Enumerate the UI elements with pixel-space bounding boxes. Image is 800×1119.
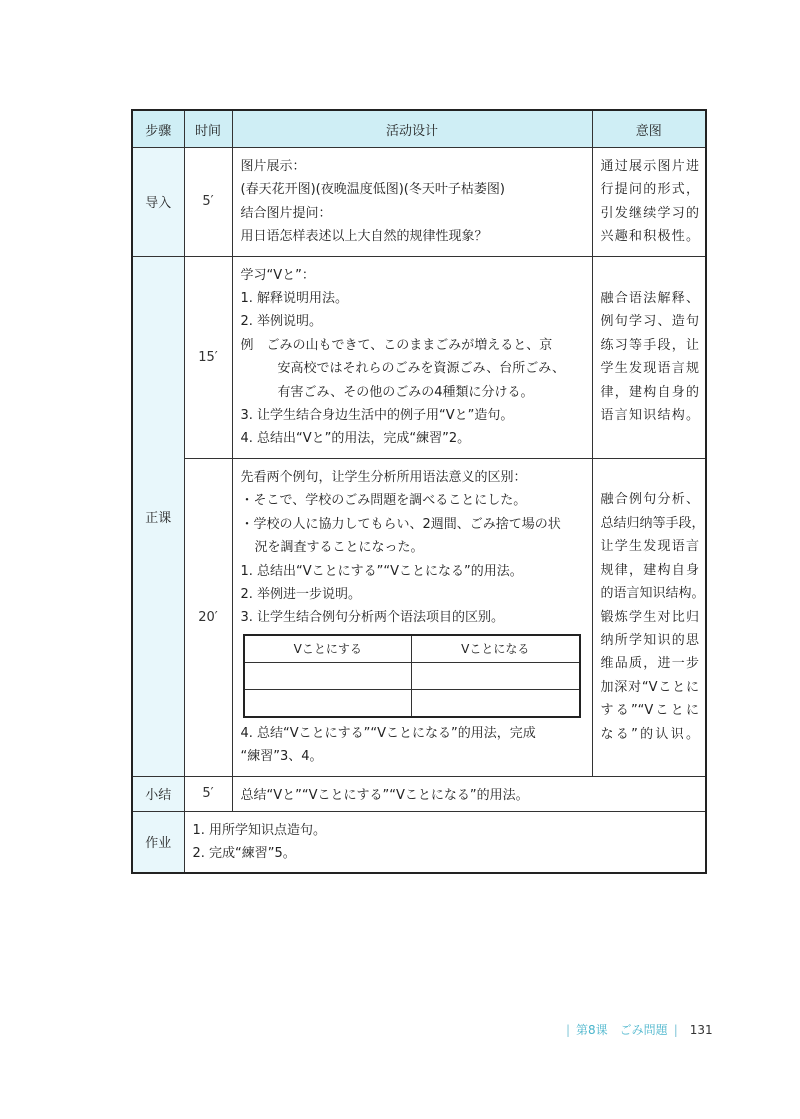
summary-text — [232, 776, 706, 811]
part2-activity — [232, 458, 592, 776]
header-intent: 意图 — [592, 110, 706, 148]
part2-line: 2. 举例进一步说明。 — [240, 586, 362, 602]
intent-line: 例句学习、造句 — [600, 314, 699, 330]
header-step: 步骤 — [132, 110, 184, 148]
footer-divider: | — [673, 1023, 678, 1037]
comparison-header: Vことになる — [412, 635, 580, 663]
intent-line: 融合语法解释、 — [600, 291, 699, 307]
part1-line: 1. 解释说明用法。 — [240, 291, 349, 307]
intent-line: 加深对“Vことに — [600, 679, 699, 695]
chapter-title: 第8课 ごみ問題 — [576, 1023, 668, 1037]
homework-row — [132, 811, 706, 873]
summary-time: 5′ — [184, 776, 232, 811]
part1-row — [132, 256, 706, 458]
part2-line: “練習”3、4。 — [240, 749, 323, 765]
part1-time: 15′ — [184, 256, 232, 458]
homework-step: 作业 — [132, 811, 184, 873]
header-time: 时间 — [184, 110, 232, 148]
part2-line: 4. 总结“Vことにする”“Vことになる”的用法，完成 — [240, 725, 536, 741]
summary-step: 小结 — [132, 776, 184, 811]
example-sentence: 況を調査することになった。 — [254, 540, 424, 556]
part2-line: 3. 让学生结合例句分析两个语法项目的区别。 — [240, 610, 505, 626]
intro-line: 结合图片提问： — [240, 205, 332, 221]
intent-line: 兴趣和积极性。 — [600, 229, 699, 245]
intent-line: 行提问的形式， — [600, 182, 699, 198]
intent-line: 的语言知识结构。 — [600, 586, 705, 602]
page-number: 131 — [689, 1023, 713, 1037]
example-line: 例 ごみの山もできて、このままごみが増えると、京 — [240, 337, 553, 353]
part1-line: 4. 总结出“Vと”的用法，完成“練習”2。 — [240, 431, 471, 447]
comparison-table — [243, 634, 581, 718]
intro-intent — [592, 148, 706, 257]
example-line: 安高校ではそれらのごみを資源ごみ、台所ごみ、 — [277, 361, 566, 377]
example-line: 有害ごみ、その他のごみの4種類に分ける。 — [277, 384, 534, 400]
part1-intent — [592, 256, 706, 458]
part2-line: 先看两个例句，让学生分析所用语法意义的区别： — [240, 469, 527, 485]
intent-line: 让学生发现语言 — [600, 539, 699, 555]
intro-step: 导入 — [132, 148, 184, 257]
example-sentence: ・学校の人に協力してもらい、2週間、ごみ捨て場の状 — [240, 516, 561, 532]
summary-row — [132, 776, 706, 811]
intent-line: 练习等手段，让 — [600, 337, 699, 353]
intent-line: 融合例句分析、 — [600, 492, 699, 508]
part1-line: 3. 让学生结合身边生活中的例子用“Vと”造句。 — [240, 408, 514, 424]
intent-line: 总结归纳等手段， — [600, 515, 705, 531]
comparison-cell — [412, 689, 580, 717]
homework-content — [184, 811, 706, 873]
intro-line: 图片展示： — [240, 159, 306, 174]
part2-line: 1. 总结出“Vことにする”“Vことになる”的用法。 — [240, 563, 523, 579]
intent-line: 学生发现语言规 — [600, 361, 699, 377]
summary-line: 总结“Vと”“Vことにする”“Vことになる”的用法。 — [240, 788, 529, 804]
homework-line: 1. 用所学知识点造句。 — [192, 822, 327, 838]
comparison-cell — [244, 689, 412, 717]
intro-line: (春天花开图)(夜晚温度低图)(冬天叶子枯萎图) — [240, 182, 505, 198]
comparison-header: Vことにする — [244, 635, 412, 663]
intent-line: なる”的认识。 — [600, 726, 699, 742]
intent-line: 锻炼学生对比归 — [600, 609, 699, 625]
intent-line: 规律，建构自身 — [600, 562, 699, 578]
comparison-cell — [412, 662, 580, 689]
intro-line: 用日语怎样表述以上大自然的规律性现象？ — [240, 229, 488, 245]
intent-line: 维品质，进一步 — [600, 656, 699, 672]
intro-time: 5′ — [184, 148, 232, 257]
intent-line: 语言知识结构。 — [600, 408, 699, 424]
part1-line: 2. 举例说明。 — [240, 314, 323, 330]
intent-line: 引发继续学习的 — [600, 205, 699, 221]
part1-line: 学习“Vと”： — [240, 267, 315, 283]
intent-line: する”“Vことに — [600, 703, 699, 719]
homework-line: 2. 完成“練習”5。 — [192, 845, 296, 861]
part2-time: 20′ — [184, 458, 232, 776]
intent-line: 律，建构自身的 — [600, 384, 699, 400]
example-sentence: ・そこで、学校のごみ問題を調べることにした。 — [240, 493, 527, 509]
header-activity: 活动设计 — [232, 110, 592, 148]
intent-line: 纳所学知识的思 — [600, 632, 699, 648]
intent-line: 通过展示图片进 — [600, 159, 699, 174]
part2-row — [132, 458, 706, 776]
part2-intent — [592, 458, 706, 776]
comparison-cell — [244, 662, 412, 689]
footer-divider: | — [566, 1023, 571, 1037]
lesson-plan-table — [131, 109, 707, 874]
part1-activity — [232, 256, 592, 458]
intro-activity — [232, 148, 592, 257]
main-step: 正课 — [132, 256, 184, 776]
page-footer — [560, 1021, 713, 1038]
header-row — [132, 110, 706, 148]
intro-row — [132, 148, 706, 257]
